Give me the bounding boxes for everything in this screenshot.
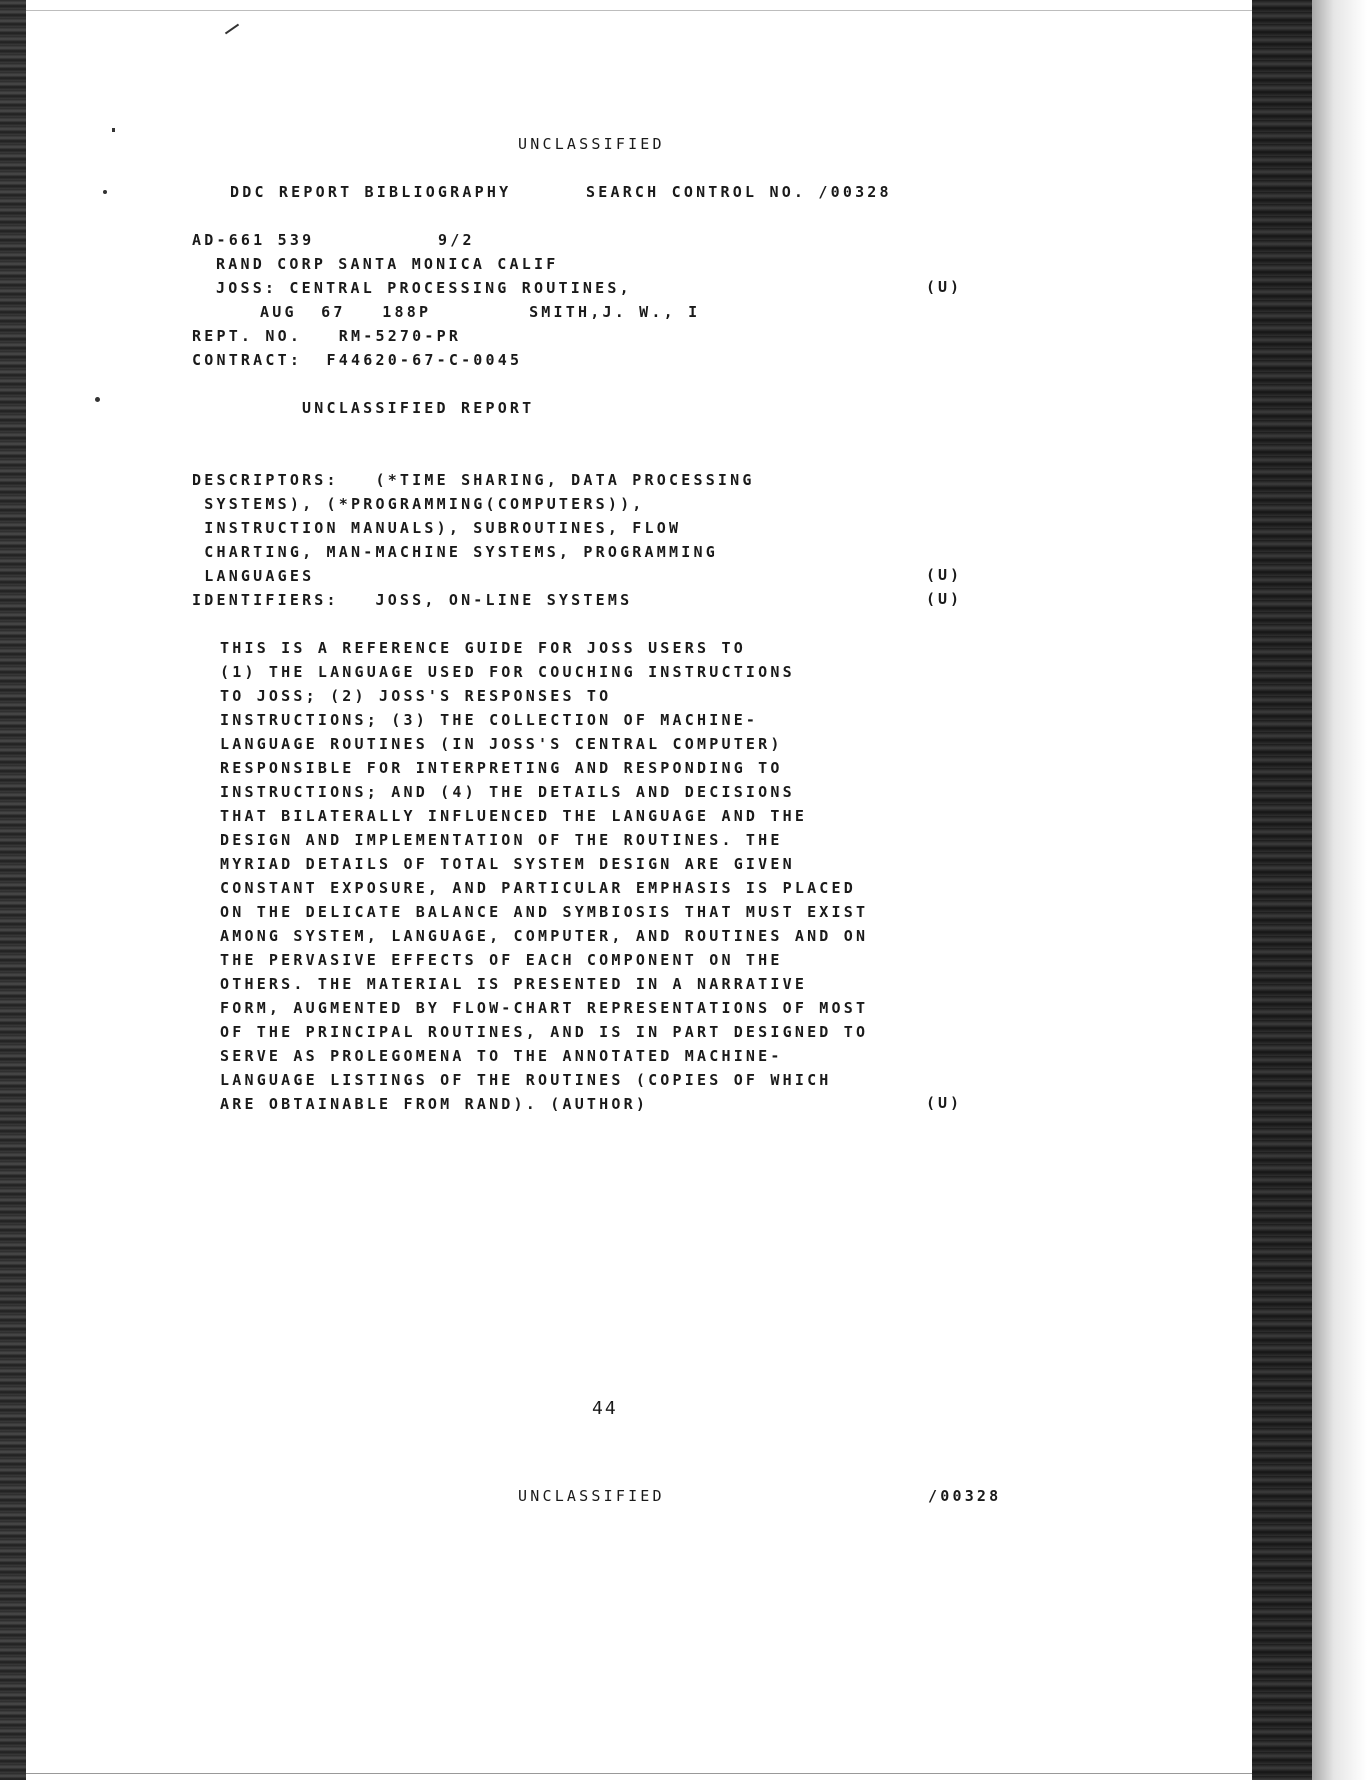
abstract-line: (1) THE LANGUAGE USED FOR COUCHING INSTRUCTIONS [220,663,795,681]
abstract-line: ON THE DELICATE BALANCE AND SYMBIOSIS THAT MUST EXIST [220,903,869,921]
abstract-line: MYRIAD DETAILS OF TOTAL SYSTEM DESIGN ARE GIVEN [220,855,795,873]
corporate-source: RAND CORP SANTA MONICA CALIF [216,255,559,273]
search-control-number: SEARCH CONTROL NO. /00328 [586,183,892,201]
abstract-line: THAT BILATERALLY INFLUENCED THE LANGUAGE AND THE [220,807,808,825]
contract-number: CONTRACT: F44620-67-C-0045 [192,351,523,369]
abstract-line: LANGUAGE ROUTINES (IN JOSS'S CENTRAL COMPUTER) [220,735,783,753]
identifiers: IDENTIFIERS: JOSS, ON-LINE SYSTEMS [192,591,633,609]
field-group: 9/2 [438,231,475,249]
abstract-line: LANGUAGE LISTINGS OF THE ROUTINES (COPIES OF WHICH [220,1071,832,1089]
scan-edge-left [0,0,26,1780]
footer-classification: UNCLASSIFIED [518,1487,665,1505]
abstract-line: INSTRUCTIONS; (3) THE COLLECTION OF MACHINE- [220,711,759,729]
report-bibliography-title: DDC REPORT BIBLIOGRAPHY [230,183,512,201]
abstract-line: SERVE AS PROLEGOMENA TO THE ANNOTATED MACHINE- [220,1047,783,1065]
abstract-line: INSTRUCTIONS; AND (4) THE DETAILS AND DECISIONS [220,783,795,801]
descriptor-line: CHARTING, MAN-MACHINE SYSTEMS, PROGRAMMING [192,543,718,561]
identifiers-classification: (U) [926,590,963,608]
scan-mark [95,397,100,402]
descriptor-line: DESCRIPTORS: (*TIME SHARING, DATA PROCESSING [192,471,755,489]
abstract-line: CONSTANT EXPOSURE, AND PARTICULAR EMPHASIS IS PLACED [220,879,856,897]
scan-mark [112,128,115,132]
abstract-line: THIS IS A REFERENCE GUIDE FOR JOSS USERS TO [220,639,746,657]
abstract-line: FORM, AUGMENTED BY FLOW-CHART REPRESENTATIONS OF MOST [220,999,869,1017]
scan-edge-right-shadow [1312,0,1367,1780]
descriptor-line: LANGUAGES [192,567,315,585]
descriptor-line: INSTRUCTION MANUALS), SUBROUTINES, FLOW [192,519,682,537]
report-classification: UNCLASSIFIED REPORT [302,399,535,417]
abstract-line: DESIGN AND IMPLEMENTATION OF THE ROUTINES. THE [220,831,783,849]
abstract-line: OTHERS. THE MATERIAL IS PRESENTED IN A NARRATIVE [220,975,808,993]
report-title: JOSS: CENTRAL PROCESSING ROUTINES, [216,279,632,297]
descriptor-line: SYSTEMS), (*PROGRAMMING(COMPUTERS)), [192,495,645,513]
abstract-classification: (U) [926,1094,963,1112]
page-number: 44 [592,1398,618,1419]
ad-number: AD-661 539 [192,231,315,249]
scan-edge-right [1252,0,1312,1780]
abstract-line: RESPONSIBLE FOR INTERPRETING AND RESPONDING TO [220,759,783,777]
abstract-line: THE PERVASIVE EFFECTS OF EACH COMPONENT ON THE [220,951,783,969]
descriptors-classification: (U) [926,566,963,584]
abstract-line: OF THE PRINCIPAL ROUTINES, AND IS IN PART DESIGNED TO [220,1023,869,1041]
title-classification: (U) [926,278,963,296]
abstract-line: AMONG SYSTEM, LANGUAGE, COMPUTER, AND ROUTINES AND ON [220,927,869,945]
abstract-line: TO JOSS; (2) JOSS'S RESPONSES TO [220,687,612,705]
date-pages-author: AUG 67 188P SMITH,J. W., I [260,303,701,321]
report-number: REPT. NO. RM-5270-PR [192,327,462,345]
header-classification: UNCLASSIFIED [518,135,665,153]
footer-control-number: /00328 [928,1487,1002,1505]
abstract-line: ARE OBTAINABLE FROM RAND). (AUTHOR) [220,1095,649,1113]
scan-mark [103,190,107,194]
